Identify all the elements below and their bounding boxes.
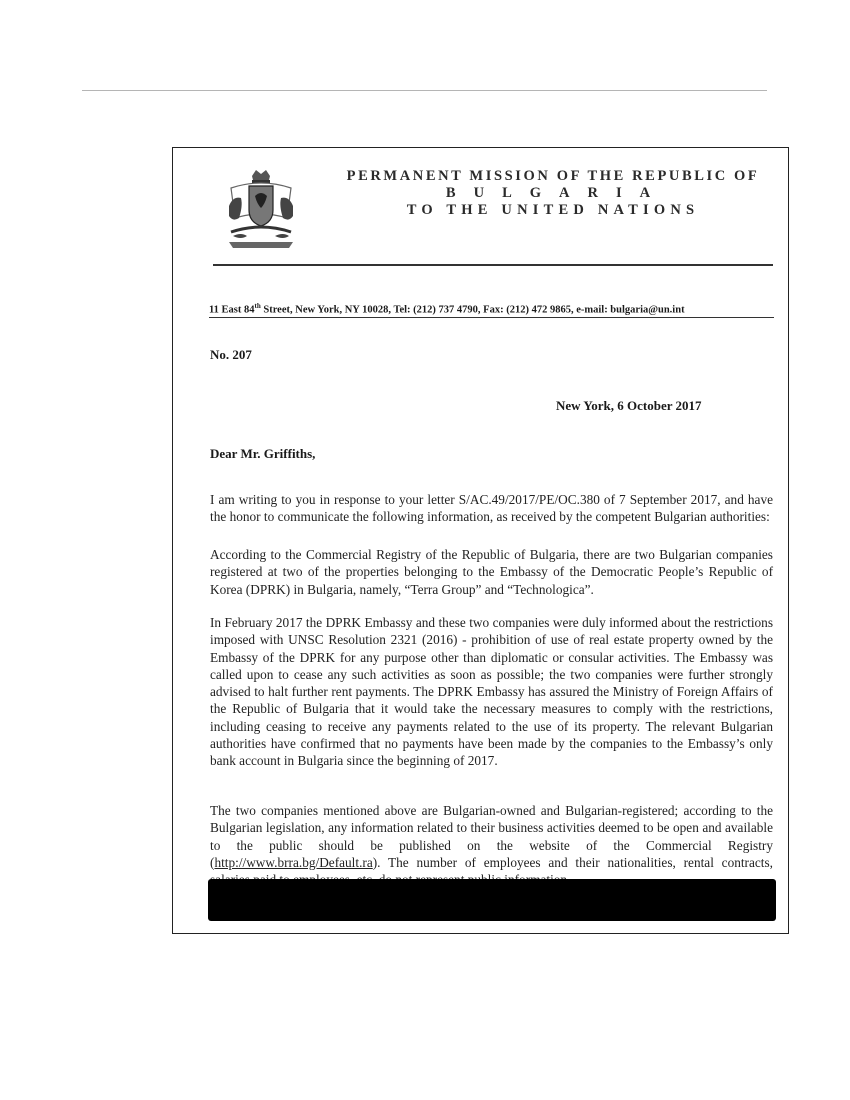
letterhead-line-1: PERMANENT MISSION OF THE REPUBLIC OF [346, 168, 760, 184]
mission-address [209, 302, 774, 318]
salutation: Dear Mr. Griffiths, [210, 446, 316, 461]
paragraph-4-text-a: The two companies mentioned above are Bulgarian-owned and Bulgarian-registered; according to the Bulgarian legislation, any information related to their business activities deemed to be open and available to the public should be published on the website of the Commercial Registry ( [210, 803, 773, 870]
commercial-registry-link[interactable]: http://www.brra.bg/Default.ra [214, 854, 373, 870]
letterhead-title [338, 168, 768, 219]
coat-of-arms-icon [221, 166, 301, 252]
paragraph-3: In February 2017 the DPRK Embassy and these two companies were duly informed about the restrictions imposed with UNSC Resolution 2321 (2016) - prohibition of use of real estate property owned by the Embassy of the DPRK for any purpose other than diplomatic or consular activities. The Embassy was called upon to cease any such activities as soon as possible; the two companies were further strongly advised to halt further rent payments. The DPRK Embassy has assured the Ministry of Foreign Affairs of the Republic of Bulgaria that it would take the necessary measures to comply with the restrictions, including ceasing to receive any payments related to the use of its property. The relevant Bulgarian authorities have confirmed that no payments have been made by the companies to the Embassy’s only bank account in Bulgaria since the beginning of 2017. [210, 615, 773, 769]
redaction-bar [208, 879, 776, 921]
letterhead-line-2: BULGARIA [445, 185, 669, 201]
paragraph-1: I am writing to you in response to your letter S/AC.49/2017/PE/OC.380 of 7 September 2017, and have the honor to communicate the following information, as received by the competent Bulgarian authorities: [210, 492, 773, 525]
address-rest: Street, New York, NY 10028, Tel: (212) 737 4790, Fax: (212) 472 9865, e-mail: bulgaria@un.int [260, 304, 685, 316]
letterhead-divider [213, 264, 773, 266]
scanned-letter [172, 147, 789, 934]
page-top-rule [82, 90, 767, 91]
address-ordinal: th [254, 302, 261, 310]
paragraph-2: According to the Commercial Registry of the Republic of Bulgaria, there are two Bulgarian companies registered at two of the properties belonging to the Embassy of the Democratic People’s Republic of Korea (DPRK) in Bulgaria, namely, “Terra Group” and “Technologica”. [210, 547, 773, 597]
paragraph-4 [210, 802, 773, 888]
letterhead-line-3: TO THE UNITED NATIONS [406, 202, 700, 218]
paragraph-4-text-b: ). The number of employees and their nationalities, rental contracts, [372, 854, 773, 870]
dateline: New York, 6 October 2017 [556, 398, 702, 413]
reference-number: No. 207 [210, 347, 252, 362]
address-number: 11 East 84 [209, 304, 255, 316]
